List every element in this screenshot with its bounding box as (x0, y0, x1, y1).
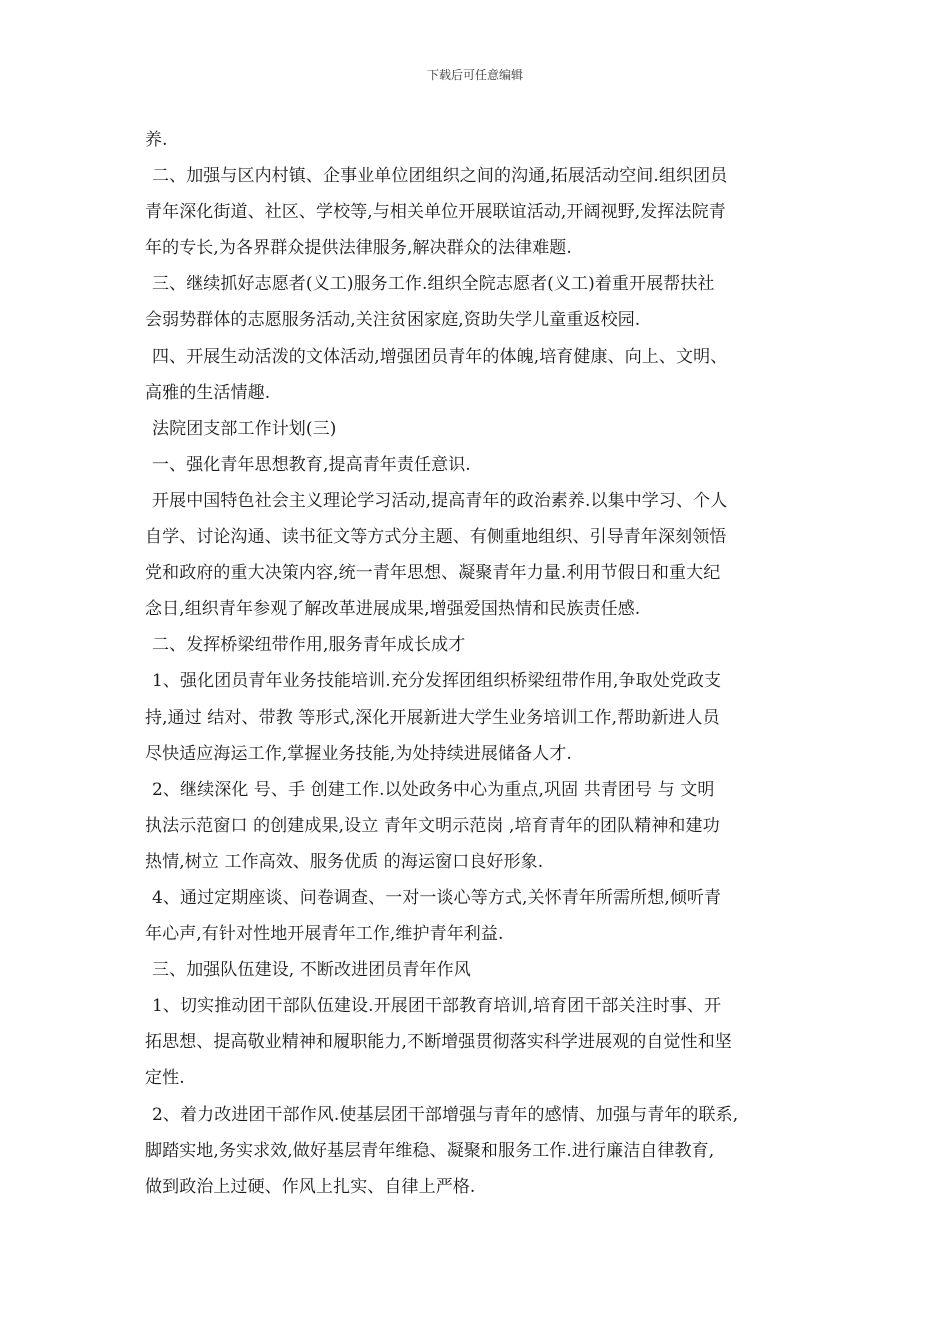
text-line: 三、继续抓好志愿者(义工)服务工作.组织全院志愿者(义工)着重开展帮扶社 (152, 274, 715, 295)
text-line: 年心声,有针对性地开展青年工作,维护青年利益. (145, 924, 504, 945)
text-line: 1、切实推动团干部队伍建设.开展团干部教育培训,培育团干部关注时事、开 (152, 996, 722, 1017)
text-line: 1、强化团员青年业务技能培训.充分发挥团组织桥梁纽带作用,争取处党政支 (152, 671, 722, 692)
text-line: 二、发挥桥梁纽带作用,服务青年成长成才 (152, 635, 466, 656)
text-line: 做到政治上过硬、作风上扎实、自律上严格. (145, 1176, 476, 1197)
text-line: 念日,组织青年参观了解改革进展成果,增强爱国热情和民族责任感. (145, 599, 641, 620)
text-line: 执法示范窗口 的创建成果,设立 青年文明示范岗 ,培育青年的团队精神和建功 (145, 815, 720, 836)
page-header: 下载后可任意编辑 (426, 68, 523, 82)
text-line: 党和政府的重大决策内容,统一青年思想、凝聚青年力量.利用节假日和重大纪 (145, 563, 721, 584)
text-line: 青年深化街道、社区、学校等,与相关单位开展联谊活动,开阔视野,发挥法院青 (145, 202, 726, 223)
document-body (145, 122, 810, 1205)
text-line: 一、强化青年思想教育,提高青年责任意识. (152, 454, 471, 475)
text-line: 2、继续深化 号、手 创建工作.以处政务中心为重点,巩固 共青团号 与 文明 (152, 779, 715, 800)
text-line: 四、开展生动活泼的文体活动,增强团员青年的体魄,培育健康、向上、文明、 (152, 346, 728, 367)
text-line: 会弱势群体的志愿服务活动,关注贫困家庭,资助失学儿童重返校园. (145, 310, 641, 331)
text-line: 定性. (145, 1068, 185, 1089)
text-line: 热情,树立 工作高效、服务优质 的海运窗口良好形象. (145, 851, 544, 872)
text-line: 2、着力改进团干部作风.使基层团干部增强与青年的感情、加强与青年的联系, (152, 1104, 739, 1125)
text-line: 持,通过 结对、带教 等形式,深化开展新进大学生业务培训工作,帮助新进人员 (145, 707, 720, 728)
text-line: 拓思想、提高敬业精神和履职能力,不断增强贯彻落实科学进展观的自觉性和坚 (145, 1032, 732, 1053)
text-line: 年的专长,为各界群众提供法律服务,解决群众的法律难题. (145, 238, 572, 259)
text-line: 养. (145, 130, 168, 150)
text-line: 三、加强队伍建设, 不断改进团员青年作风 (152, 960, 471, 981)
text-line: 高雅的生活情趣. (145, 382, 271, 403)
text-line: 开展中国特色社会主义理论学习活动,提高青年的政治素养.以集中学习、个人 (152, 490, 728, 511)
text-line: 4、通过定期座谈、问卷调查、一对一谈心等方式,关怀青年所需所想,倾听青 (152, 887, 722, 908)
text-line: 尽快适应海运工作,掌握业务技能,为处持续进展储备人才. (145, 743, 572, 764)
text-line: 法院团支部工作计划(三) (152, 418, 337, 439)
text-line: 自学、讨论沟通、读书征文等方式分主题、有侧重地组织、引导青年深刻领悟 (145, 527, 727, 548)
text-line: 二、加强与区内村镇、企事业单位团组织之间的沟通,拓展活动空间.组织团员 (152, 166, 728, 187)
text-line: 脚踏实地,务实求效,做好基层青年维稳、凝聚和服务工作.进行廉洁自律教育, (145, 1140, 715, 1161)
